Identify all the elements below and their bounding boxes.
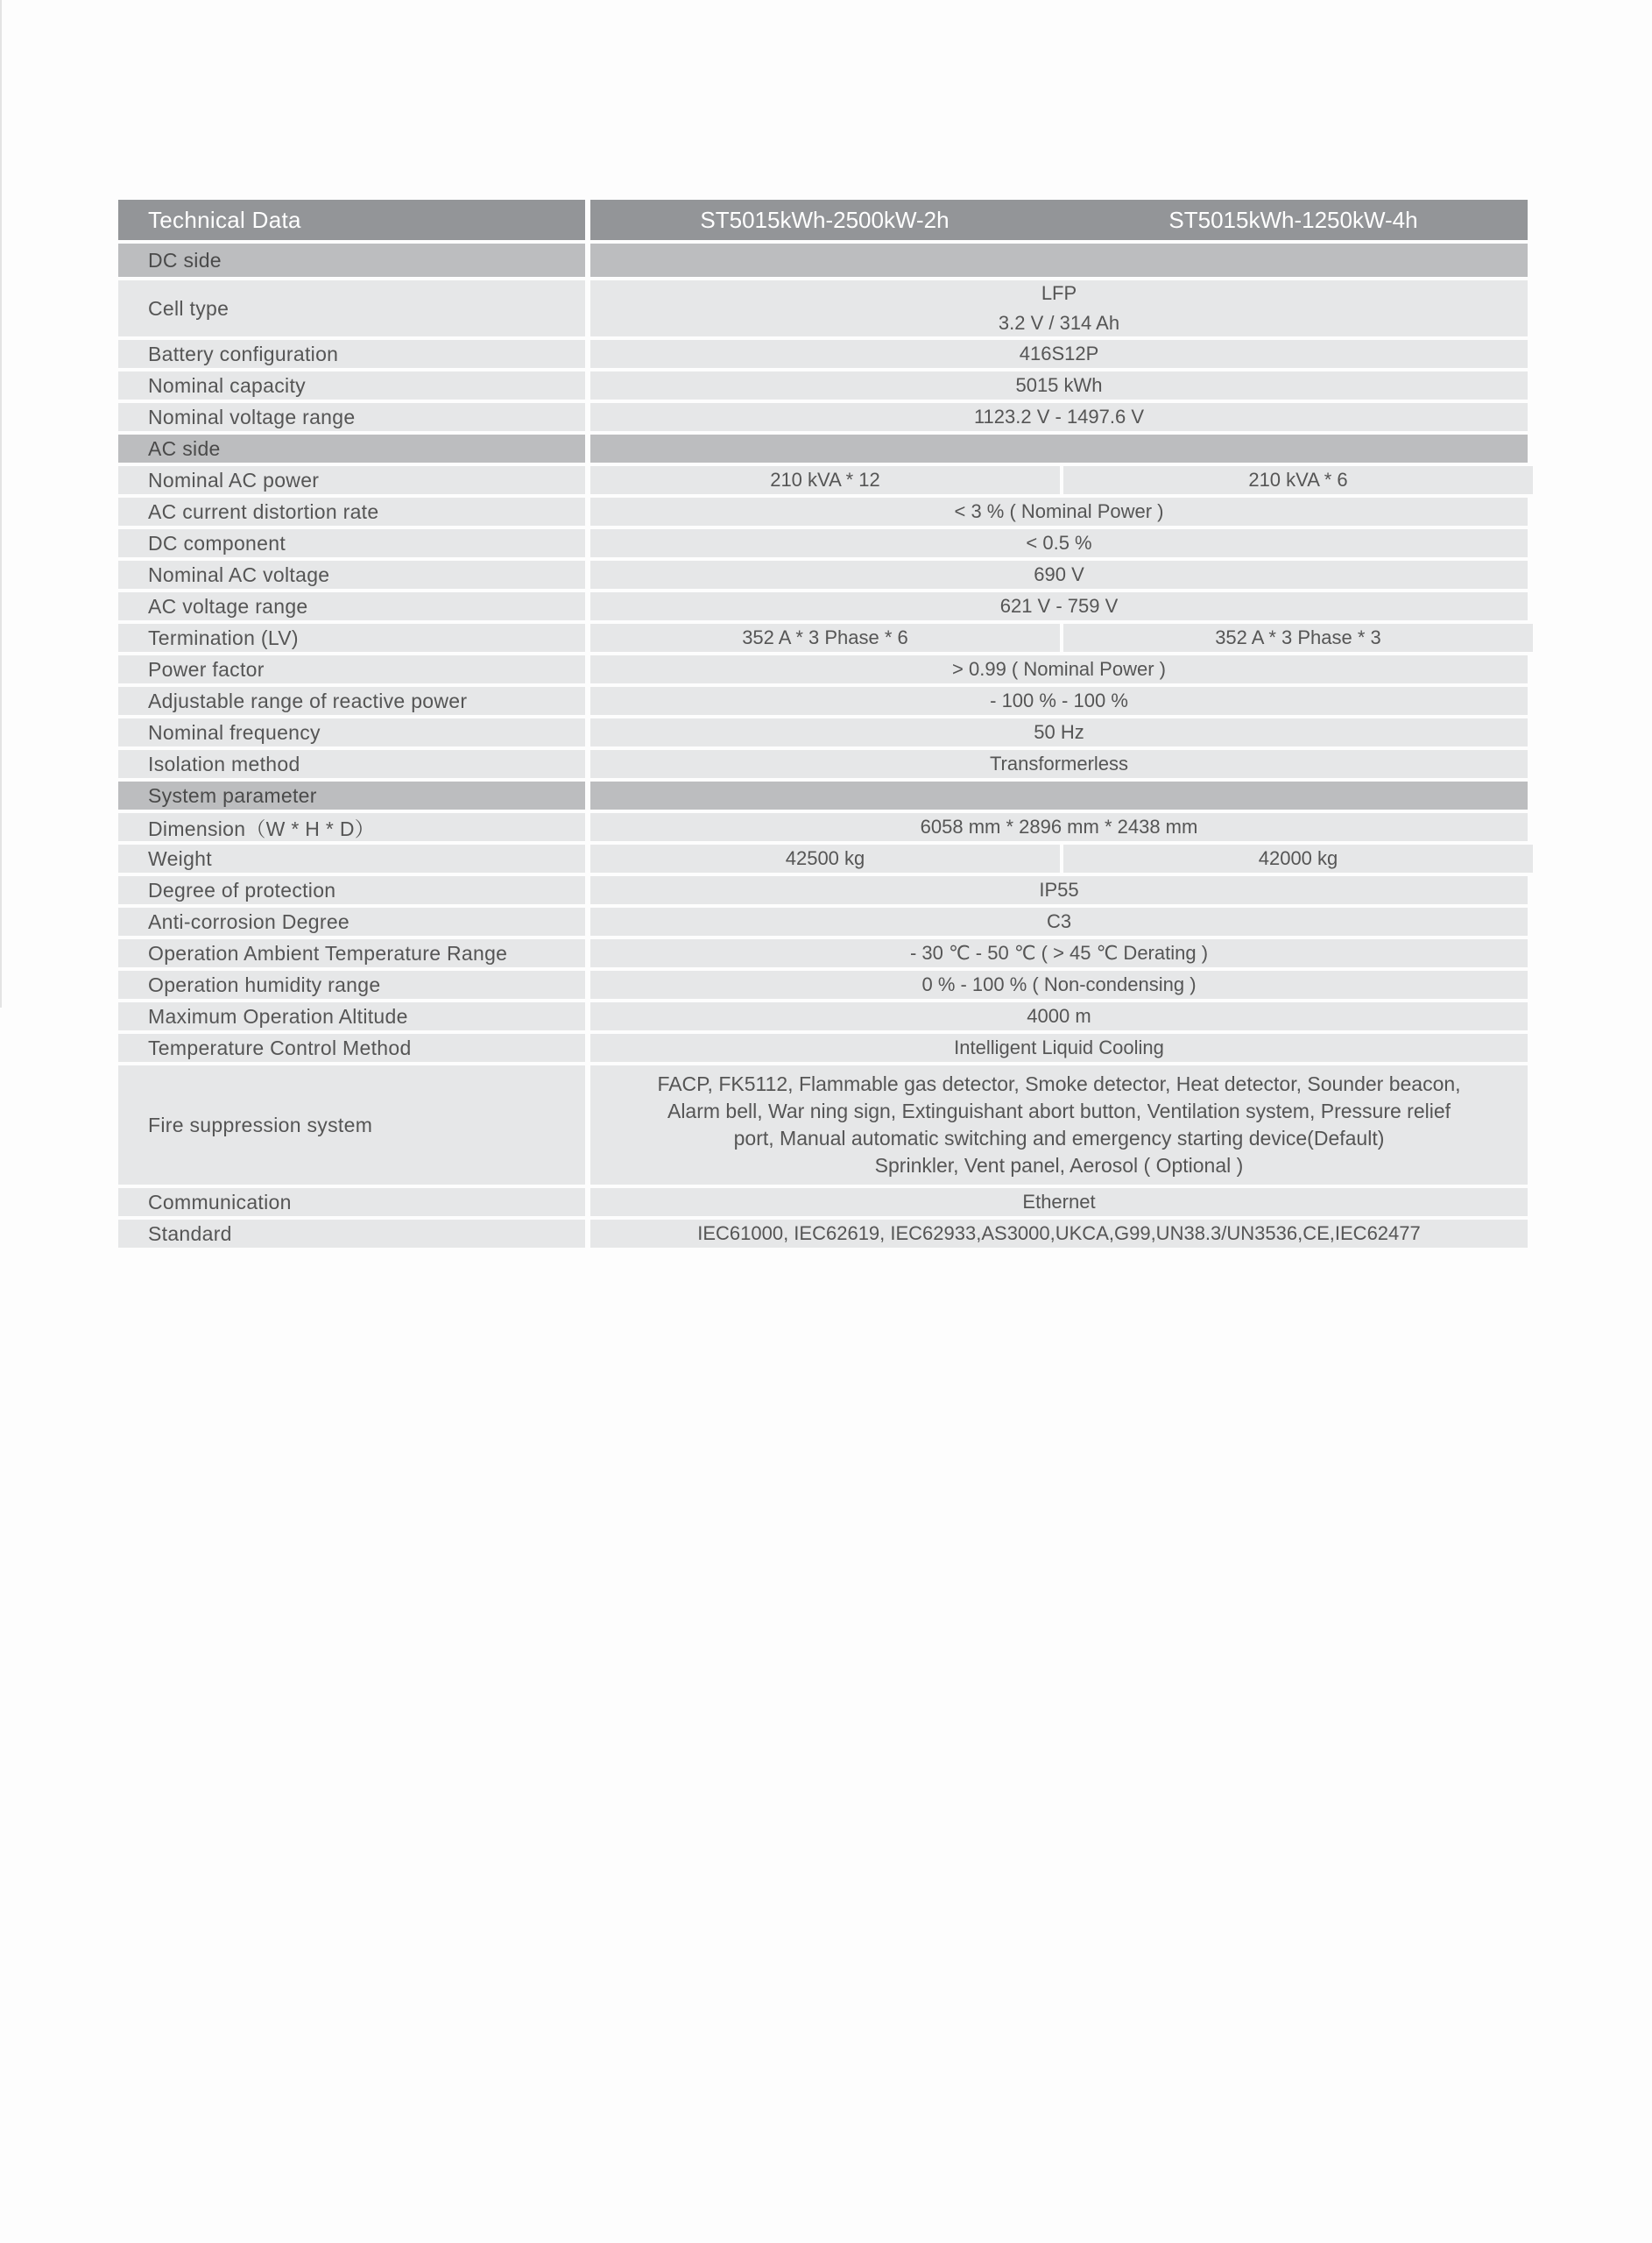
header-models xyxy=(590,200,1528,240)
row-label: DC component xyxy=(118,529,585,557)
table-row-cell-type xyxy=(118,280,1528,336)
row-label: Nominal AC power xyxy=(118,466,585,494)
row-label: Nominal AC voltage xyxy=(118,561,585,589)
row-value: < 0.5 % xyxy=(590,529,1528,557)
row-label: Maximum Operation Altitude xyxy=(118,1002,585,1030)
row-value: Intelligent Liquid Cooling xyxy=(590,1034,1528,1062)
row-label: Standard xyxy=(118,1220,585,1248)
row-label: Nominal frequency xyxy=(118,718,585,746)
fire-line-4: Sprinkler, Vent panel, Aerosol ( Optional ) xyxy=(874,1154,1244,1177)
row-value xyxy=(590,1065,1528,1185)
table-row-fire-suppression xyxy=(118,1065,1528,1185)
row-value: Ethernet xyxy=(590,1188,1528,1216)
table-row-nominal-ac-power xyxy=(118,466,1528,494)
row-label: Anti-corrosion Degree xyxy=(118,908,585,936)
row-value: 621 V - 759 V xyxy=(590,592,1528,620)
table-row-nominal-voltage-range xyxy=(118,403,1528,431)
row-label: Weight xyxy=(118,845,585,873)
table-row-nominal-capacity xyxy=(118,371,1528,400)
technical-data-table xyxy=(118,200,1528,1251)
table-row-degree-of-protection xyxy=(118,876,1528,904)
row-label: Nominal voltage range xyxy=(118,403,585,431)
page-edge-line xyxy=(0,0,2,1008)
row-label: Degree of protection xyxy=(118,876,585,904)
section-ac-side xyxy=(118,435,1528,463)
table-row-ac-current-distortion xyxy=(118,498,1528,526)
table-row-nominal-frequency xyxy=(118,718,1528,746)
table-row-ambient-temperature xyxy=(118,939,1528,967)
row-value: 1123.2 V - 1497.6 V xyxy=(590,403,1528,431)
row-value-2h: 352 A * 3 Phase * 6 xyxy=(590,624,1060,652)
row-label: Fire suppression system xyxy=(118,1065,585,1185)
table-row-humidity xyxy=(118,971,1528,999)
row-value xyxy=(590,280,1528,336)
table-row-anti-corrosion xyxy=(118,908,1528,936)
row-value: IP55 xyxy=(590,876,1528,904)
header-label: Technical Data xyxy=(118,200,585,240)
row-value: 690 V xyxy=(590,561,1528,589)
row-value-2h: 210 kVA * 12 xyxy=(590,466,1060,494)
row-value: - 100 % - 100 % xyxy=(590,687,1528,715)
row-value: C3 xyxy=(590,908,1528,936)
section-system-parameter xyxy=(118,782,1528,810)
row-value-4h: 42000 kg xyxy=(1063,845,1533,873)
row-label: Adjustable range of reactive power xyxy=(118,687,585,715)
row-value-2h: 42500 kg xyxy=(590,845,1060,873)
row-label: Temperature Control Method xyxy=(118,1034,585,1062)
row-label: Termination (LV) xyxy=(118,624,585,652)
row-value: - 30 ℃ - 50 ℃ ( > 45 ℃ Derating ) xyxy=(590,939,1528,967)
section-title: System parameter xyxy=(118,782,585,810)
table-row-communication xyxy=(118,1188,1528,1216)
row-label: Isolation method xyxy=(118,750,585,778)
row-value-4h: 210 kVA * 6 xyxy=(1063,466,1533,494)
row-value: 6058 mm * 2896 mm * 2438 mm xyxy=(590,813,1528,841)
row-label: Operation Ambient Temperature Range xyxy=(118,939,585,967)
table-row-dimension xyxy=(118,813,1528,841)
fire-line-2: Alarm bell, War ning sign, Extinguishant abort button, Ventilation system, Pressure relief xyxy=(667,1100,1451,1122)
row-value: 5015 kWh xyxy=(590,371,1528,400)
table-row-weight xyxy=(118,845,1528,873)
row-value: IEC61000, IEC62619, IEC62933,AS3000,UKCA,G99,UN38.3/UN3536,CE,IEC62477 xyxy=(590,1220,1528,1248)
row-value: 4000 m xyxy=(590,1002,1528,1030)
cell-rating: 3.2 V / 314 Ah xyxy=(998,312,1120,334)
table-row-dc-component xyxy=(118,529,1528,557)
row-label: Nominal capacity xyxy=(118,371,585,400)
row-label: AC current distortion rate xyxy=(118,498,585,526)
row-value: < 3 % ( Nominal Power ) xyxy=(590,498,1528,526)
cell-chemistry: LFP xyxy=(1041,282,1077,304)
row-label: Operation humidity range xyxy=(118,971,585,999)
table-row-power-factor xyxy=(118,655,1528,683)
model-name-4h: ST5015kWh-1250kW-4h xyxy=(1168,206,1418,233)
row-value: > 0.99 ( Nominal Power ) xyxy=(590,655,1528,683)
table-row-isolation-method xyxy=(118,750,1528,778)
row-label: Dimension（W * H * D） xyxy=(118,813,585,841)
table-row-ac-voltage-range xyxy=(118,592,1528,620)
table-row-temperature-control xyxy=(118,1034,1528,1062)
fire-line-3: port, Manual automatic switching and emergency starting device(Default) xyxy=(733,1127,1385,1150)
section-title: DC side xyxy=(118,244,585,277)
row-value: Transformerless xyxy=(590,750,1528,778)
row-label: Battery configuration xyxy=(118,340,585,368)
table-row-battery-configuration xyxy=(118,340,1528,368)
section-spacer xyxy=(590,435,1528,463)
row-label: Cell type xyxy=(118,280,585,336)
row-label: Communication xyxy=(118,1188,585,1216)
table-header-row xyxy=(118,200,1528,240)
model-name-2h: ST5015kWh-2500kW-2h xyxy=(700,206,950,233)
row-value: 50 Hz xyxy=(590,718,1528,746)
row-label: Power factor xyxy=(118,655,585,683)
row-label: AC voltage range xyxy=(118,592,585,620)
section-spacer xyxy=(590,782,1528,810)
table-row-altitude xyxy=(118,1002,1528,1030)
row-value: 0 % - 100 % ( Non-condensing ) xyxy=(590,971,1528,999)
row-value-4h: 352 A * 3 Phase * 3 xyxy=(1063,624,1533,652)
row-value: 416S12P xyxy=(590,340,1528,368)
section-dc-side xyxy=(118,244,1528,277)
table-row-standard xyxy=(118,1220,1528,1248)
section-spacer xyxy=(590,244,1528,277)
fire-line-1: FACP, FK5112, Flammable gas detector, Smoke detector, Heat detector, Sounder beacon, xyxy=(657,1072,1461,1095)
table-row-termination xyxy=(118,624,1528,652)
table-row-nominal-ac-voltage xyxy=(118,561,1528,589)
section-title: AC side xyxy=(118,435,585,463)
table-row-reactive-power xyxy=(118,687,1528,715)
